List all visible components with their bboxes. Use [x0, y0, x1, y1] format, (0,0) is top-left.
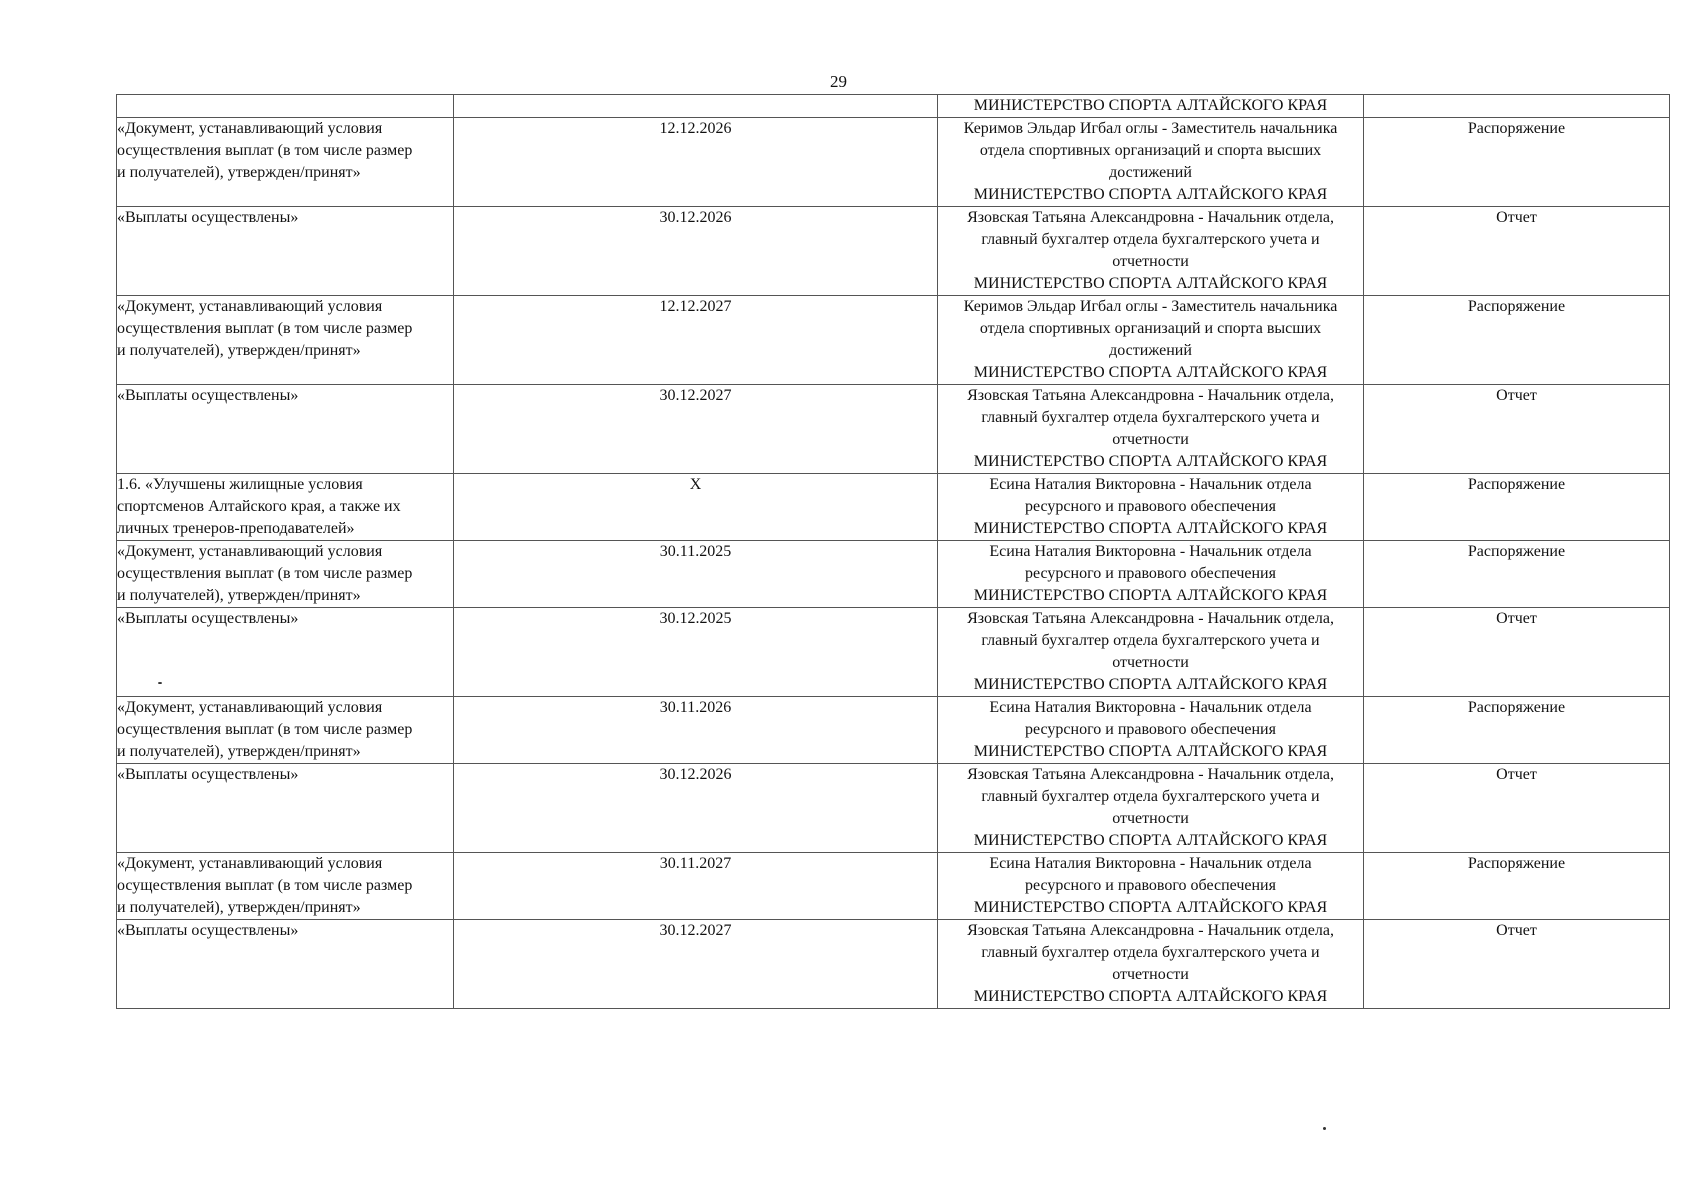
event-text: «Документ, устанавливающий условия: [117, 543, 383, 560]
date-text: 30.11.2025: [659, 543, 732, 560]
responsible-text: ресурсного и правового обеспечения: [1025, 877, 1276, 894]
responsible-text: отчетности: [1112, 253, 1189, 270]
event-cell: [117, 920, 454, 1009]
responsible-cell: [938, 474, 1364, 541]
responsible-text: достижений: [1109, 164, 1192, 181]
responsible-cell: [938, 296, 1364, 385]
date-cell: [454, 118, 938, 207]
responsible-text: Язовская Татьяна Александровна - Начальник отдела,: [967, 209, 1334, 226]
responsible-text: главный бухгалтер отдела бухгалтерского учета и: [981, 632, 1320, 649]
responsible-text: ресурсного и правового обеспечения: [1025, 565, 1276, 582]
ministry-name: МИНИСТЕРСТВО СПОРТА АЛТАЙСКОГО КРАЯ: [973, 453, 1328, 470]
ministry-name: МИНИСТЕРСТВО СПОРТА АЛТАЙСКОГО КРАЯ: [973, 988, 1328, 1005]
table-row: [117, 920, 1670, 1009]
event-cell: [117, 764, 454, 853]
responsible-text: Язовская Татьяна Александровна - Начальник отдела,: [967, 610, 1334, 627]
event-text: спортсменов Алтайского края, а также их: [117, 498, 401, 515]
event-text: и получателей), утвержден/принят»: [117, 342, 361, 359]
document-type: Распоряжение: [1467, 476, 1566, 493]
document-type: Распоряжение: [1467, 855, 1566, 872]
event-text: «Выплаты осуществлены»: [117, 766, 299, 783]
date-text: 30.12.2026: [659, 209, 732, 226]
document-cell: [1364, 920, 1670, 1009]
responsible-text: Есина Наталия Викторовна - Начальник отдела: [989, 855, 1312, 872]
date-cell: [454, 764, 938, 853]
event-text: 1.6. «Улучшены жилищные условия: [117, 476, 363, 493]
table-row: [117, 95, 1670, 118]
document-type: Распоряжение: [1467, 543, 1566, 560]
event-text: осуществления выплат (в том числе размер: [117, 721, 413, 738]
document-cell: [1364, 296, 1670, 385]
responsible-text: Язовская Татьяна Александровна - Начальник отдела,: [967, 387, 1334, 404]
responsible-text: Керимов Эльдар Игбал оглы - Заместитель начальника: [963, 298, 1338, 315]
event-text: осуществления выплат (в том числе размер: [117, 877, 413, 894]
date-cell: [454, 95, 938, 118]
scan-speck: [158, 682, 162, 684]
responsible-cell: [938, 920, 1364, 1009]
date-text: 30.12.2025: [659, 610, 732, 627]
responsible-cell: [938, 697, 1364, 764]
event-cell: [117, 541, 454, 608]
date-text: 30.11.2026: [659, 699, 732, 716]
ministry-name: МИНИСТЕРСТВО СПОРТА АЛТАЙСКОГО КРАЯ: [973, 364, 1328, 381]
table-row: [117, 296, 1670, 385]
date-cell: [454, 474, 938, 541]
document-cell: [1364, 853, 1670, 920]
event-cell: [117, 95, 454, 118]
responsible-text: Есина Наталия Викторовна - Начальник отдела: [989, 476, 1312, 493]
ministry-name: МИНИСТЕРСТВО СПОРТА АЛТАЙСКОГО КРАЯ: [973, 899, 1328, 916]
document-cell: [1364, 118, 1670, 207]
event-text: личных тренеров-преподавателей»: [117, 520, 355, 537]
responsible-text: отчетности: [1112, 810, 1189, 827]
event-text: «Документ, устанавливающий условия: [117, 298, 383, 315]
document-type: Отчет: [1496, 387, 1537, 404]
ministry-name: МИНИСТЕРСТВО СПОРТА АЛТАЙСКОГО КРАЯ: [973, 676, 1328, 693]
event-text: осуществления выплат (в том числе размер: [117, 565, 413, 582]
document-cell: [1364, 385, 1670, 474]
responsible-text: главный бухгалтер отдела бухгалтерского учета и: [981, 944, 1320, 961]
document-type: Отчет: [1496, 766, 1537, 783]
responsible-text: ресурсного и правового обеспечения: [1025, 721, 1276, 738]
document-cell: [1364, 95, 1670, 118]
event-text: «Выплаты осуществлены»: [117, 610, 299, 627]
date-cell: [454, 385, 938, 474]
event-cell: [117, 853, 454, 920]
responsible-text: Есина Наталия Викторовна - Начальник отдела: [989, 543, 1312, 560]
responsible-text: главный бухгалтер отдела бухгалтерского учета и: [981, 788, 1320, 805]
date-cell: [454, 296, 938, 385]
date-text: 12.12.2026: [659, 120, 732, 137]
table-row: [117, 764, 1670, 853]
event-cell: [117, 385, 454, 474]
event-text: и получателей), утвержден/принят»: [117, 587, 361, 604]
date-text: 30.12.2027: [659, 922, 732, 939]
document-cell: [1364, 474, 1670, 541]
date-cell: [454, 920, 938, 1009]
event-text: осуществления выплат (в том числе размер: [117, 320, 413, 337]
event-text: «Документ, устанавливающий условия: [117, 120, 383, 137]
document-type: Распоряжение: [1467, 120, 1566, 137]
table-row: [117, 207, 1670, 296]
ministry-name: МИНИСТЕРСТВО СПОРТА АЛТАЙСКОГО КРАЯ: [973, 97, 1328, 114]
event-text: «Документ, устанавливающий условия: [117, 855, 383, 872]
event-text: и получателей), утвержден/принят»: [117, 164, 361, 181]
responsible-cell: [938, 95, 1364, 118]
table-row: [117, 474, 1670, 541]
scan-speck: [1323, 1127, 1326, 1130]
table-row: [117, 385, 1670, 474]
ministry-name: МИНИСТЕРСТВО СПОРТА АЛТАЙСКОГО КРАЯ: [973, 186, 1328, 203]
date-text: 30.12.2026: [659, 766, 732, 783]
responsible-cell: [938, 207, 1364, 296]
responsible-text: главный бухгалтер отдела бухгалтерского учета и: [981, 409, 1320, 426]
date-cell: [454, 207, 938, 296]
document-cell: [1364, 541, 1670, 608]
responsible-text: отдела спортивных организаций и спорта высших: [979, 320, 1322, 337]
event-cell: [117, 207, 454, 296]
plan-table: [116, 94, 1670, 1009]
event-text: «Документ, устанавливающий условия: [117, 699, 383, 716]
event-cell: [117, 118, 454, 207]
responsible-cell: [938, 541, 1364, 608]
responsible-cell: [938, 118, 1364, 207]
event-text: «Выплаты осуществлены»: [117, 387, 299, 404]
document-type: Распоряжение: [1467, 298, 1566, 315]
responsible-cell: [938, 608, 1364, 697]
document-type: Отчет: [1496, 922, 1537, 939]
date-text: X: [689, 476, 702, 493]
date-text: 30.12.2027: [659, 387, 732, 404]
responsible-text: отчетности: [1112, 431, 1189, 448]
document-cell: [1364, 608, 1670, 697]
event-text: осуществления выплат (в том числе размер: [117, 142, 413, 159]
responsible-cell: [938, 853, 1364, 920]
event-text: и получателей), утвержден/принят»: [117, 743, 361, 760]
table-row: [117, 608, 1670, 697]
document-cell: [1364, 764, 1670, 853]
responsible-text: Язовская Татьяна Александровна - Начальник отдела,: [967, 922, 1334, 939]
ministry-name: МИНИСТЕРСТВО СПОРТА АЛТАЙСКОГО КРАЯ: [973, 832, 1328, 849]
responsible-text: отчетности: [1112, 966, 1189, 983]
responsible-text: отдела спортивных организаций и спорта высших: [979, 142, 1322, 159]
responsible-text: ресурсного и правового обеспечения: [1025, 498, 1276, 515]
table-row: [117, 541, 1670, 608]
responsible-text: главный бухгалтер отдела бухгалтерского учета и: [981, 231, 1320, 248]
date-cell: [454, 697, 938, 764]
date-cell: [454, 853, 938, 920]
date-text: 12.12.2027: [659, 298, 732, 315]
date-cell: [454, 608, 938, 697]
date-text: 30.11.2027: [659, 855, 732, 872]
event-text: «Выплаты осуществлены»: [117, 209, 299, 226]
event-cell: [117, 608, 454, 697]
responsible-cell: [938, 385, 1364, 474]
table-row: [117, 118, 1670, 207]
responsible-cell: [938, 764, 1364, 853]
document-type: Отчет: [1496, 610, 1537, 627]
document-cell: [1364, 697, 1670, 764]
document-type: Распоряжение: [1467, 699, 1566, 716]
event-cell: [117, 474, 454, 541]
table-row: [117, 697, 1670, 764]
responsible-text: отчетности: [1112, 654, 1189, 671]
responsible-text: Язовская Татьяна Александровна - Начальник отдела,: [967, 766, 1334, 783]
responsible-text: достижений: [1109, 342, 1192, 359]
document-cell: [1364, 207, 1670, 296]
event-text: «Выплаты осуществлены»: [117, 922, 299, 939]
date-cell: [454, 541, 938, 608]
document-type: Отчет: [1496, 209, 1537, 226]
ministry-name: МИНИСТЕРСТВО СПОРТА АЛТАЙСКОГО КРАЯ: [973, 275, 1328, 292]
ministry-name: МИНИСТЕРСТВО СПОРТА АЛТАЙСКОГО КРАЯ: [973, 520, 1328, 537]
table-row: [117, 853, 1670, 920]
event-cell: [117, 697, 454, 764]
ministry-name: МИНИСТЕРСТВО СПОРТА АЛТАЙСКОГО КРАЯ: [973, 743, 1328, 760]
event-text: и получателей), утвержден/принят»: [117, 899, 361, 916]
event-cell: [117, 296, 454, 385]
responsible-text: Есина Наталия Викторовна - Начальник отдела: [989, 699, 1312, 716]
page-number: 29: [830, 72, 847, 91]
responsible-text: Керимов Эльдар Игбал оглы - Заместитель начальника: [963, 120, 1338, 137]
ministry-name: МИНИСТЕРСТВО СПОРТА АЛТАЙСКОГО КРАЯ: [973, 587, 1328, 604]
